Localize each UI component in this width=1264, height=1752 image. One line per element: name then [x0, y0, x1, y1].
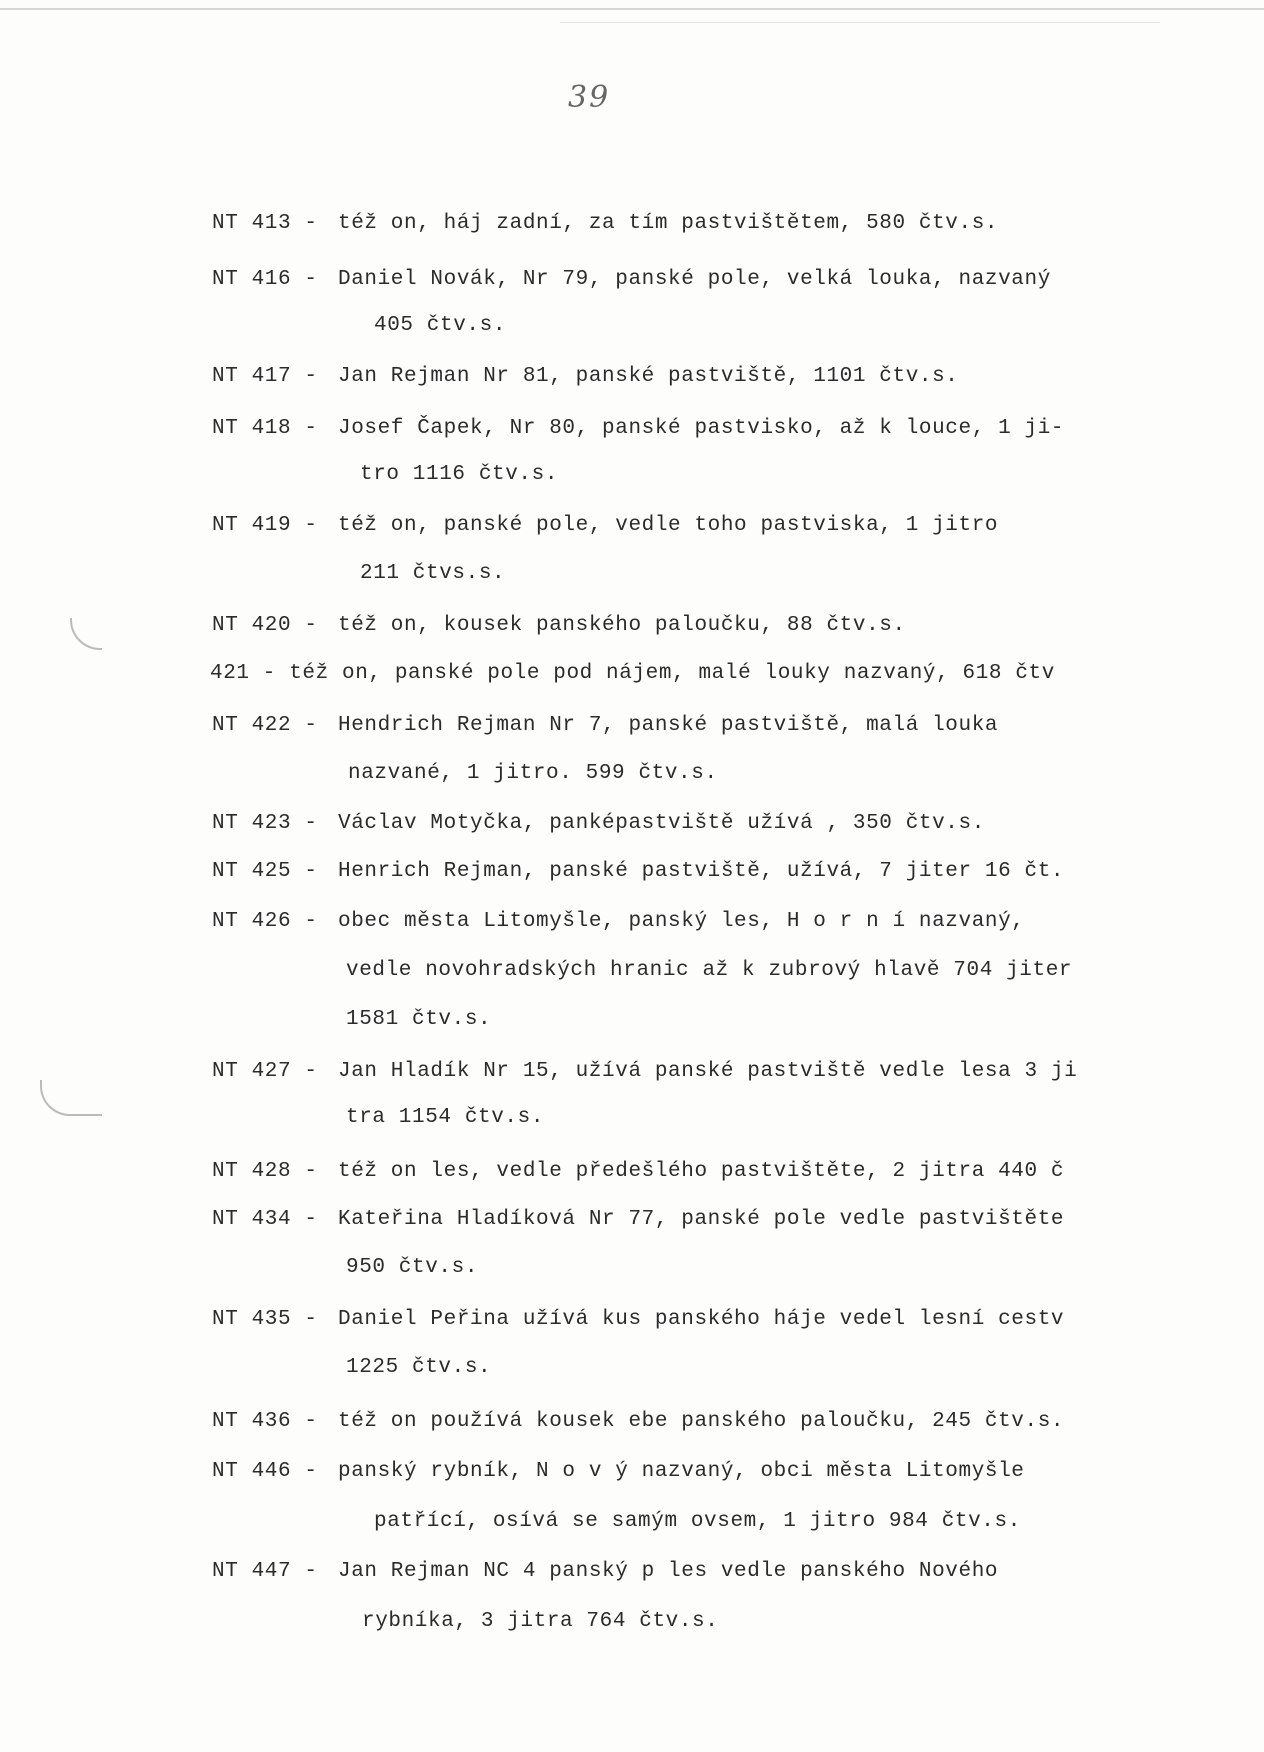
- entry-text: vedle novohradských hranic až k zubrový hlavě 704 jiter: [346, 959, 1073, 982]
- entry-continuation: [374, 1510, 1021, 1533]
- entry-continuation: [346, 1256, 478, 1279]
- entry-ref: NT 422 -: [212, 714, 318, 737]
- entry-text: tra 1154 čtv.s.: [346, 1106, 545, 1129]
- entry-continuation: [346, 959, 1072, 982]
- entry-text: Jan Rejman NC 4 panský p les vedle panského Nového: [338, 1560, 999, 1583]
- margin-punch-mark: [70, 618, 102, 650]
- entry-text: též on používá kousek ebe panského paloučku, 245 čtv.s.: [338, 1410, 1065, 1433]
- entry-continuation: [374, 314, 506, 337]
- entry-text: též on les, vedle předešlého pastvištěte, 2 jitra 440 č: [338, 1160, 1065, 1183]
- entry-continuation: [348, 762, 718, 785]
- entry-text: nazvané, 1 jitro. 599 čtv.s.: [348, 762, 718, 785]
- entry-continuation: [346, 1106, 544, 1129]
- entry-text: 1225 čtv.s.: [346, 1356, 492, 1379]
- entry-line: [212, 910, 1025, 933]
- entry-ref: NT 413 -: [212, 212, 318, 235]
- entry-text: Kateřina Hladíková Nr 77, panské pole vedle pastvištěte: [338, 1208, 1065, 1231]
- entry-continuation: [346, 1356, 491, 1379]
- entry-text: Hendrich Rejman Nr 7, panské pastviště, malá louka: [338, 714, 999, 737]
- entry-ref: NT 419 -: [212, 514, 318, 537]
- entry-text: Jan Rejman Nr 81, panské pastviště, 1101 čtv.s.: [338, 365, 959, 388]
- entry-continuation: [362, 1610, 718, 1633]
- entry-ref: NT 425 -: [212, 860, 318, 883]
- entry-ref: NT 436 -: [212, 1410, 318, 1433]
- entry-ref: NT 426 -: [212, 910, 318, 933]
- entry-line: [212, 714, 998, 737]
- entry-line: [212, 417, 1064, 440]
- entry-text: též on, panské pole, vedle toho pastviska, 1 jitro: [338, 514, 999, 537]
- entry-ref: NT 435 -: [212, 1308, 318, 1331]
- entry-line: [212, 1308, 1064, 1331]
- page-number: 39: [568, 80, 611, 115]
- entry-ref: NT 416 -: [212, 268, 318, 291]
- entry-line: [212, 1060, 1077, 1083]
- entry-line: [212, 614, 906, 637]
- entry-ref: NT 418 -: [212, 417, 318, 440]
- entry-text: 405 čtv.s.: [374, 314, 507, 337]
- entry-ref: NT 447 -: [212, 1560, 318, 1583]
- entry-continuation: [360, 463, 558, 486]
- entry-line: [212, 268, 1051, 291]
- entry-line: [212, 1208, 1064, 1231]
- entry-ref: NT 434 -: [212, 1208, 318, 1231]
- entry-line: [212, 1460, 1025, 1483]
- entry-text: tro 1116 čtv.s.: [360, 463, 559, 486]
- entry-ref: NT 423 -: [212, 812, 318, 835]
- entry-text: Daniel Novák, Nr 79, panské pole, velká louka, nazvaný: [338, 268, 1051, 291]
- entry-text: 950 čtv.s.: [346, 1256, 479, 1279]
- entry-text: Jan Hladík Nr 15, užívá panské pastviště vedle lesa 3 ji: [338, 1060, 1078, 1083]
- entry-text: patřící, osívá se samým ovsem, 1 jitro 984 čtv.s.: [374, 1510, 1021, 1533]
- entry-ref: NT 420 -: [212, 614, 318, 637]
- entry-line: [212, 860, 1064, 883]
- entry-text: Henrich Rejman, panské pastviště, užívá, 7 jiter 16 čt.: [338, 860, 1065, 883]
- entry-line: [212, 1560, 998, 1583]
- entry-text: též on, kousek panského paloučku, 88 čtv.s.: [338, 614, 906, 637]
- entry-ref: NT 446 -: [212, 1460, 318, 1483]
- entry-text: obec města Litomyšle, panský les, H o r n í nazvaný,: [338, 910, 1025, 933]
- entry-ref: NT 427 -: [212, 1060, 318, 1083]
- entry-text: Václav Motyčka, panképastviště užívá , 350 čtv.s.: [338, 812, 985, 835]
- entry-line: [210, 662, 1055, 685]
- margin-punch-mark: [40, 1080, 102, 1116]
- scan-edge-line: [0, 8, 1264, 10]
- entry-text: 421 - též on, panské pole pod nájem, malé louky nazvaný, 618 čtv: [210, 662, 1055, 685]
- scan-edge-line-secondary: [560, 22, 1160, 23]
- entry-line: [212, 1410, 1064, 1433]
- entry-continuation: [360, 562, 505, 585]
- entry-text: 211 čtvs.s.: [360, 562, 506, 585]
- entry-ref: NT 428 -: [212, 1160, 318, 1183]
- entry-continuation: [346, 1008, 491, 1031]
- entry-line: [212, 212, 998, 235]
- entry-text: Daniel Peřina užívá kus panského háje vedel lesní cestv: [338, 1308, 1065, 1331]
- entry-text: též on, háj zadní, za tím pastvištětem, 580 čtv.s.: [338, 212, 999, 235]
- entry-text: 1581 čtv.s.: [346, 1008, 492, 1031]
- entry-line: [212, 812, 985, 835]
- entry-line: [212, 514, 998, 537]
- entry-text: Josef Čapek, Nr 80, panské pastvisko, až k louce, 1 ji-: [338, 417, 1065, 440]
- entry-line: [212, 1160, 1064, 1183]
- entry-text: panský rybník, N o v ý nazvaný, obci města Litomyšle: [338, 1460, 1025, 1483]
- entry-line: [212, 365, 959, 388]
- entry-text: rybníka, 3 jitra 764 čtv.s.: [362, 1610, 719, 1633]
- entry-ref: NT 417 -: [212, 365, 318, 388]
